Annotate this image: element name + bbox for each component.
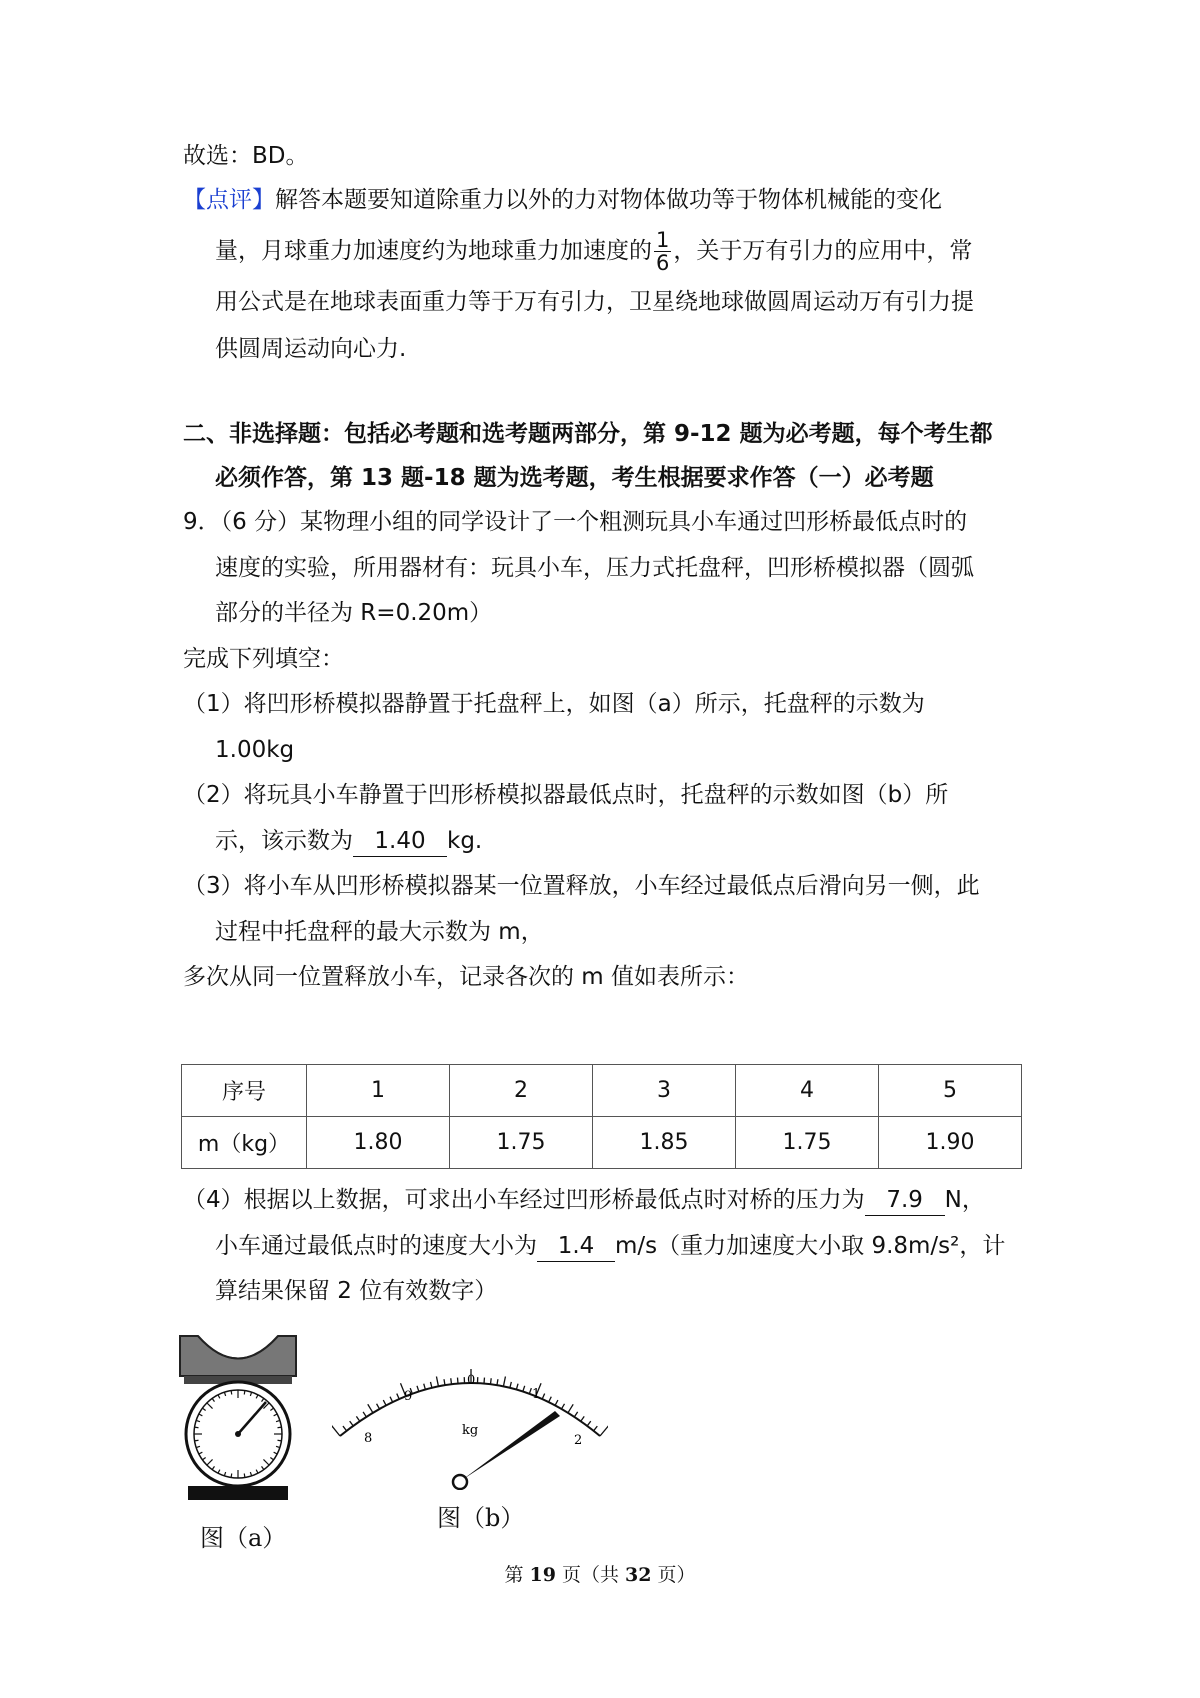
table-cell: 1.75 xyxy=(736,1117,879,1169)
q9-s4-answer-blank-2: 1.4 xyxy=(537,1231,615,1262)
comment-line-2 xyxy=(215,228,1055,275)
section-heading-2: 必须作答，第 13 题-18 题为选考题，考生根据要求作答（一）必考题 xyxy=(215,465,934,491)
table-cell: 序号 xyxy=(182,1065,307,1117)
q9-s2-unit: kg. xyxy=(447,828,483,854)
table-cell: 3 xyxy=(593,1065,736,1117)
table-row xyxy=(182,1065,1022,1117)
comment-line-1 xyxy=(183,177,1023,224)
q9-line-2: 速度的实验，所用器材有：玩具小车，压力式托盘秤，凹形桥模拟器（圆弧 xyxy=(215,555,974,581)
figure-b-caption: 图（b） xyxy=(437,1504,525,1532)
dial-label-0: 0 xyxy=(467,1373,476,1388)
q9-s4-line-2 xyxy=(215,1223,1055,1270)
table-cell: 1.90 xyxy=(879,1117,1022,1169)
q9-s2-answer-blank: 1.40 xyxy=(353,826,447,857)
table-cell: m（kg） xyxy=(182,1117,307,1169)
q9-s4-unit-2: m/s（重力加速度大小取 9.8m/s²，计 xyxy=(615,1233,1006,1259)
table-cell: 1.80 xyxy=(307,1117,450,1169)
footer-text-1: 第 xyxy=(504,1564,530,1586)
q9-line-1: 9．（6 分）某物理小组的同学设计了一个粗测玩具小车通过凹形桥最低点时的 xyxy=(183,509,968,535)
dial-label-2: 2 xyxy=(574,1433,583,1448)
comment-line-3: 用公式是在地球表面重力等于万有引力，卫星绕地球做圆周运动万有引力提 xyxy=(215,289,974,315)
dial-unit-kg: kg xyxy=(462,1423,479,1438)
q9-s1-line-1: （1）将凹形桥模拟器静置于托盘秤上，如图（a）所示，托盘秤的示数为 xyxy=(183,691,925,717)
q9-s3-line-2: 过程中托盘秤的最大示数为 m， xyxy=(215,919,544,945)
fraction-one-sixth xyxy=(654,229,671,274)
footer-text-2: 页（共 xyxy=(555,1564,626,1586)
q9-s4-answer-blank-1: 7.9 xyxy=(865,1185,945,1216)
answer-line: 故选：BD。 xyxy=(183,143,309,169)
q9-s1-line-2: 1.00kg xyxy=(215,737,295,763)
q9-s4-text-2: 小车通过最低点时的速度大小为 xyxy=(215,1233,537,1259)
table-row xyxy=(182,1117,1022,1169)
fraction-denominator: 6 xyxy=(656,251,670,275)
table-cell: 1.85 xyxy=(593,1117,736,1169)
comment-line-4: 供圆周运动向心力. xyxy=(215,336,407,362)
q9-s4-line-1 xyxy=(183,1177,1023,1224)
figure-b-dial xyxy=(332,1350,608,1490)
table-cell: 4 xyxy=(736,1065,879,1117)
table-cell: 1.75 xyxy=(450,1117,593,1169)
q9-fill-instruction: 完成下列填空： xyxy=(183,646,344,672)
footer-total-pages: 32 xyxy=(625,1564,652,1586)
comment-tag: 【点评】 xyxy=(183,187,275,213)
q9-s2-text: 示，该示数为 xyxy=(215,828,353,854)
table-cell: 2 xyxy=(450,1065,593,1117)
mass-data-table xyxy=(181,1064,1022,1169)
comment-text-1: 解答本题要知道除重力以外的力对物体做功等于物体机械能的变化 xyxy=(275,187,942,213)
dial-label-9: 9 xyxy=(404,1389,413,1404)
page-footer xyxy=(0,1560,1200,1587)
figure-a-scale xyxy=(178,1326,298,1504)
table-cell: 1 xyxy=(307,1065,450,1117)
footer-page-number: 19 xyxy=(529,1564,556,1586)
q9-s4-text: （4）根据以上数据，可求出小车经过凹形桥最低点时对桥的压力为 xyxy=(183,1187,865,1213)
q9-s4-unit-1: N， xyxy=(944,1187,985,1213)
fraction-numerator: 1 xyxy=(656,228,670,252)
q9-s2-line-2 xyxy=(215,818,1055,865)
q9-table-intro: 多次从同一位置释放小车，记录各次的 m 值如表所示： xyxy=(183,964,750,990)
footer-text-3: 页） xyxy=(651,1564,696,1586)
q9-s3-line-1: （3）将小车从凹形桥模拟器某一位置释放，小车经过最低点后滑向另一侧，此 xyxy=(183,873,980,899)
dial-label-8: 8 xyxy=(364,1431,373,1446)
q9-line-3: 部分的半径为 R=0.20m） xyxy=(215,600,493,626)
q9-s2-line-1: （2）将玩具小车静置于凹形桥模拟器最低点时，托盘秤的示数如图（b）所 xyxy=(183,782,949,808)
figure-a-caption: 图（a） xyxy=(200,1524,287,1552)
table-cell: 5 xyxy=(879,1065,1022,1117)
dial-label-1: 1 xyxy=(532,1387,541,1402)
q9-s4-line-3: 算结果保留 2 位有效数字） xyxy=(215,1278,498,1304)
comment-text-2a: 量，月球重力加速度约为地球重力加速度的 xyxy=(215,238,652,264)
section-heading-1: 二、非选择题：包括必考题和选考题两部分，第 9-12 题为必考题，每个考生都 xyxy=(183,421,993,447)
comment-text-2b: ，关于万有引力的应用中，常 xyxy=(673,238,973,264)
